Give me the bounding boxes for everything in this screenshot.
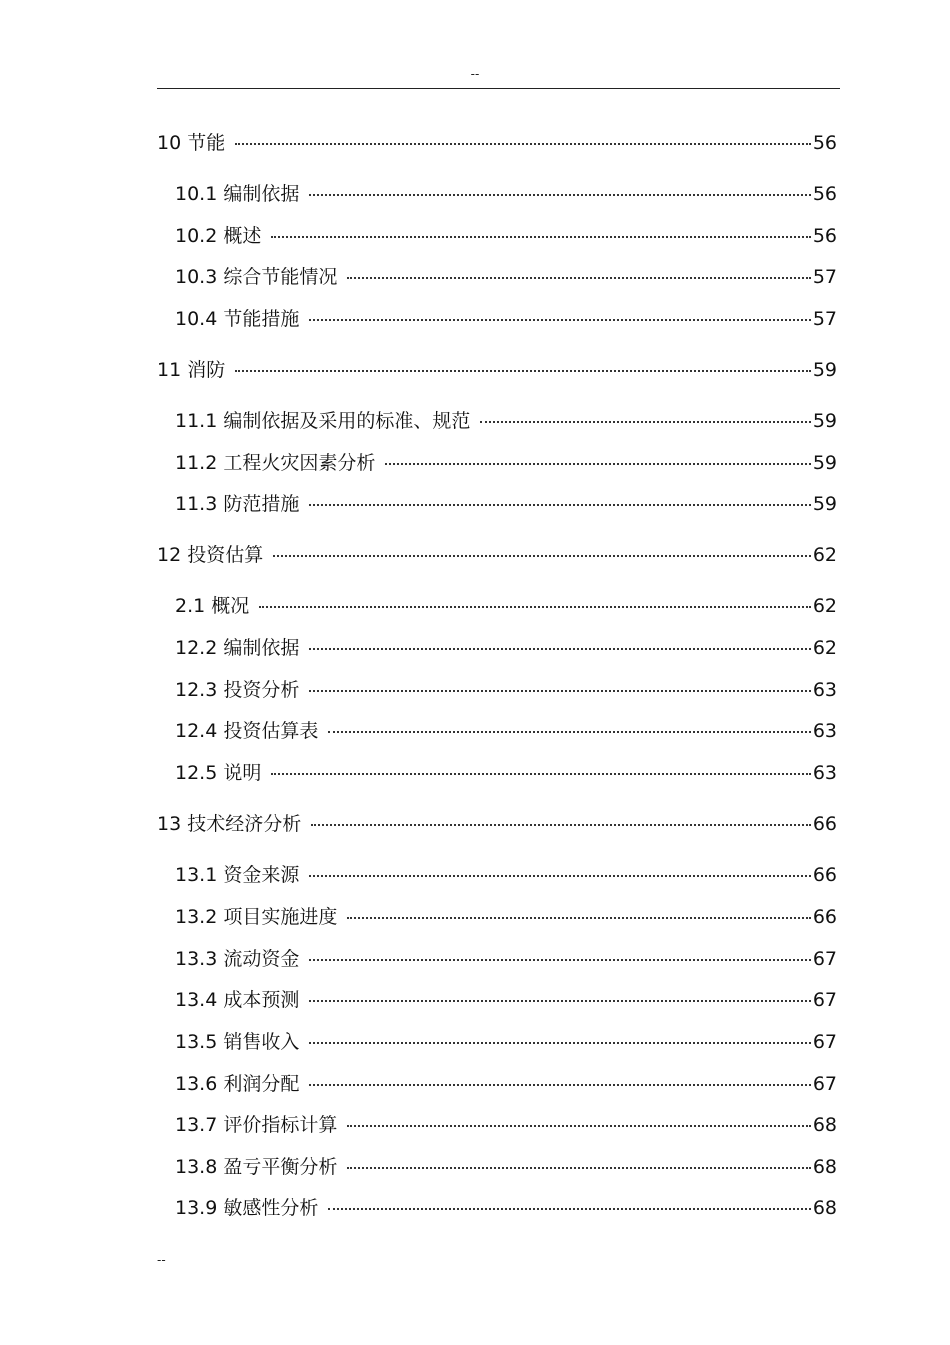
toc-entry-title: 10.3 综合节能情况: [175, 266, 338, 288]
toc-entry[interactable]: [175, 1195, 837, 1221]
toc-entry[interactable]: [175, 862, 837, 888]
toc-entry-page: 56: [812, 132, 837, 154]
toc-entry-title: 10.1 编制依据: [175, 183, 300, 205]
toc-dot-leader: [309, 1042, 810, 1044]
toc-entry[interactable]: [175, 306, 837, 332]
toc-entry-title: 13.8 盈亏平衡分析: [175, 1156, 338, 1178]
toc-dot-leader: [273, 555, 811, 557]
toc-dot-leader: [347, 917, 810, 919]
toc-entry[interactable]: [175, 760, 837, 786]
toc-entry-page: 57: [812, 266, 837, 288]
toc-entry-page: 56: [812, 183, 837, 205]
toc-entry[interactable]: [157, 542, 837, 568]
page-header-mark: --: [470, 67, 480, 81]
toc-entry-title: 13.3 流动资金: [175, 948, 300, 970]
toc-entry-page: 63: [812, 720, 837, 742]
toc-entry-title: 12 投资估算: [157, 544, 264, 566]
toc-entry-page: 66: [812, 864, 837, 886]
toc-dot-leader: [328, 731, 810, 733]
toc-entry-title: 11.1 编制依据及采用的标准、规范: [175, 410, 471, 432]
toc-entry[interactable]: [175, 408, 837, 434]
toc-dot-leader: [309, 194, 810, 196]
toc-dot-leader: [309, 690, 810, 692]
toc-entry-page: 62: [812, 544, 837, 566]
toc-entry[interactable]: [175, 1029, 837, 1055]
toc-dot-leader: [480, 421, 810, 423]
toc-entry-title: 12.2 编制依据: [175, 637, 300, 659]
toc-entry[interactable]: [157, 357, 837, 383]
toc-entry-page: 57: [812, 308, 837, 330]
toc-entry-title: 13.9 敏感性分析: [175, 1197, 319, 1219]
toc-dot-leader: [271, 773, 810, 775]
toc-entry[interactable]: [175, 491, 837, 517]
toc-entry-title: 13.1 资金来源: [175, 864, 300, 886]
toc-entry-page: 66: [812, 906, 837, 928]
toc-entry-title: 11 消防: [157, 359, 226, 381]
toc-entry-page: 59: [812, 359, 837, 381]
toc-entry[interactable]: [175, 946, 837, 972]
toc-dot-leader: [235, 143, 811, 145]
toc-entry[interactable]: [175, 264, 837, 290]
toc-dot-leader: [309, 959, 810, 961]
toc-entry[interactable]: [157, 130, 837, 156]
toc-dot-leader: [309, 648, 810, 650]
toc-entry[interactable]: [175, 987, 837, 1013]
toc-entry-page: 67: [812, 948, 837, 970]
toc-entry-page: 68: [812, 1114, 837, 1136]
toc-entry-title: 12.5 说明: [175, 762, 262, 784]
toc-entry-page: 63: [812, 679, 837, 701]
toc-entry[interactable]: [175, 181, 837, 207]
toc-dot-leader: [347, 1125, 810, 1127]
toc-entry[interactable]: [175, 450, 837, 476]
toc-entry[interactable]: [175, 223, 837, 249]
toc-entry-title: 13.4 成本预测: [175, 989, 300, 1011]
toc-entry[interactable]: [175, 1112, 837, 1138]
toc-entry-title: 13.7 评价指标计算: [175, 1114, 338, 1136]
toc-dot-leader: [385, 463, 810, 465]
toc-entry[interactable]: [175, 1154, 837, 1180]
toc-dot-leader: [309, 1084, 810, 1086]
toc-entry-title: 11.2 工程火灾因素分析: [175, 452, 376, 474]
toc-dot-leader: [347, 1167, 810, 1169]
toc-entry-page: 59: [812, 410, 837, 432]
toc-entry-title: 10 节能: [157, 132, 226, 154]
toc-entry-page: 68: [812, 1156, 837, 1178]
toc-dot-leader: [311, 824, 811, 826]
toc-entry-page: 66: [812, 813, 837, 835]
toc-entry-title: 13 技术经济分析: [157, 813, 302, 835]
toc-entry-page: 62: [812, 637, 837, 659]
toc-entry-page: 59: [812, 452, 837, 474]
toc-entry-page: 59: [812, 493, 837, 515]
toc-entry[interactable]: [157, 811, 837, 837]
toc-dot-leader: [309, 1000, 810, 1002]
toc-entry-title: 13.6 利润分配: [175, 1073, 300, 1095]
toc-entry[interactable]: [175, 1071, 837, 1097]
toc-entry[interactable]: [175, 677, 837, 703]
toc-entry[interactable]: [175, 593, 837, 619]
toc-entry[interactable]: [175, 904, 837, 930]
toc-entry-title: 13.5 销售收入: [175, 1031, 300, 1053]
toc-entry-title: 11.3 防范措施: [175, 493, 300, 515]
toc-entry-title: 12.4 投资估算表: [175, 720, 319, 742]
toc-dot-leader: [347, 277, 810, 279]
toc-dot-leader: [309, 319, 810, 321]
toc-entry-title: 10.2 概述: [175, 225, 262, 247]
toc-entry-page: 62: [812, 595, 837, 617]
toc-entry-page: 67: [812, 1031, 837, 1053]
page-footer-mark: --: [157, 1253, 166, 1267]
toc-entry-page: 67: [812, 989, 837, 1011]
toc-dot-leader: [259, 606, 811, 608]
toc-entry-page: 56: [812, 225, 837, 247]
toc-dot-leader: [309, 875, 810, 877]
toc-entry-page: 63: [812, 762, 837, 784]
toc-entry[interactable]: [175, 718, 837, 744]
toc-entry-title: 12.3 投资分析: [175, 679, 300, 701]
toc-entry-title: 10.4 节能措施: [175, 308, 300, 330]
toc-dot-leader: [235, 370, 811, 372]
toc-entry-title: 2.1 概况: [175, 595, 250, 617]
toc-entry-title: 13.2 项目实施进度: [175, 906, 338, 928]
toc-entry-page: 67: [812, 1073, 837, 1095]
toc-dot-leader: [309, 504, 810, 506]
toc-entry[interactable]: [175, 635, 837, 661]
toc-entry-page: 68: [812, 1197, 837, 1219]
toc-dot-leader: [328, 1208, 810, 1210]
toc-dot-leader: [271, 236, 810, 238]
